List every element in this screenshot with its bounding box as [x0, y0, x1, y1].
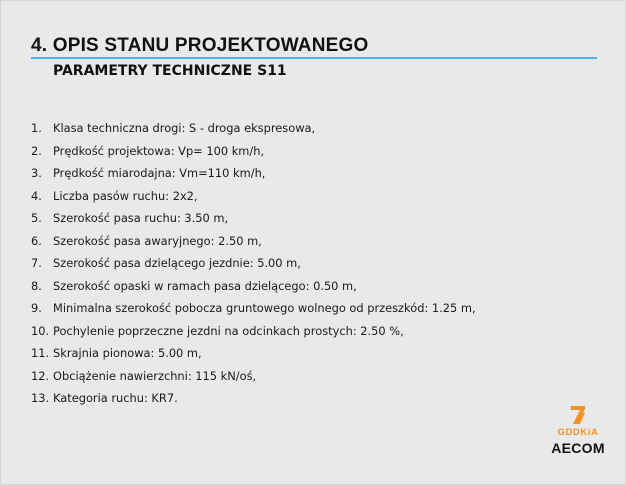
list-item	[31, 185, 476, 208]
list-item	[31, 297, 476, 320]
list-item	[31, 207, 476, 230]
list-item-text: Pochylenie poprzeczne jezdni na odcinkach prostych: 2.50 %,	[53, 323, 404, 338]
slide-title: 4. OPIS STANU PROJEKTOWANEGO	[31, 35, 369, 56]
list-item	[31, 252, 476, 275]
gddkia-road-mark-icon	[568, 405, 588, 425]
parameters-list	[31, 117, 476, 410]
list-item	[31, 140, 476, 163]
list-item-number: 11.	[31, 346, 50, 361]
list-item-number: 4.	[31, 188, 42, 203]
slide-subtitle: PARAMETRY TECHNICZNE S11	[53, 63, 287, 79]
logo-block	[549, 405, 607, 459]
list-item-text: Kategoria ruchu: KR7.	[53, 391, 178, 406]
title-divider	[31, 57, 597, 59]
list-item	[31, 275, 476, 298]
list-item	[31, 320, 476, 343]
list-item-number: 6.	[31, 233, 42, 248]
list-item	[31, 387, 476, 410]
list-item	[31, 342, 476, 365]
list-item-text: Prędkość projektowa: Vp= 100 km/h,	[53, 143, 265, 158]
list-item-text: Obciążenie nawierzchni: 115 kN/oś,	[53, 368, 257, 383]
list-item	[31, 365, 476, 388]
list-item-number: 2.	[31, 143, 42, 158]
list-item-text: Minimalna szerokość pobocza gruntowego wolnego od przeszkód: 1.25 m,	[53, 301, 476, 316]
list-item-number: 10.	[31, 323, 50, 338]
list-item-text: Szerokość pasa awaryjnego: 2.50 m,	[53, 233, 262, 248]
list-item	[31, 117, 476, 140]
aecom-logo-text: AECOM	[551, 440, 605, 456]
list-item-text: Skrajnia pionowa: 5.00 m,	[53, 346, 202, 361]
list-item	[31, 162, 476, 185]
list-item-number: 8.	[31, 278, 42, 293]
list-item-number: 12.	[31, 368, 50, 383]
list-item-number: 5.	[31, 211, 42, 226]
list-item-text: Szerokość pasa dzielącego jezdnie: 5.00 m,	[53, 256, 301, 271]
list-item-number: 1.	[31, 121, 42, 136]
list-item-number: 9.	[31, 301, 42, 316]
list-item-text: Szerokość pasa ruchu: 3.50 m,	[53, 211, 229, 226]
list-item-text: Liczba pasów ruchu: 2x2,	[53, 188, 198, 203]
list-item-text: Prędkość miarodajna: Vm=110 km/h,	[53, 166, 266, 181]
gddkia-logo-text: GDDKiA	[557, 427, 599, 438]
list-item-text: Klasa techniczna drogi: S - droga ekspresowa,	[53, 121, 316, 136]
list-item	[31, 230, 476, 253]
list-item-number: 7.	[31, 256, 42, 271]
list-item-number: 13.	[31, 391, 50, 406]
list-item-number: 3.	[31, 166, 42, 181]
list-item-text: Szerokość opaski w ramach pasa dzielącego: 0.50 m,	[53, 278, 357, 293]
